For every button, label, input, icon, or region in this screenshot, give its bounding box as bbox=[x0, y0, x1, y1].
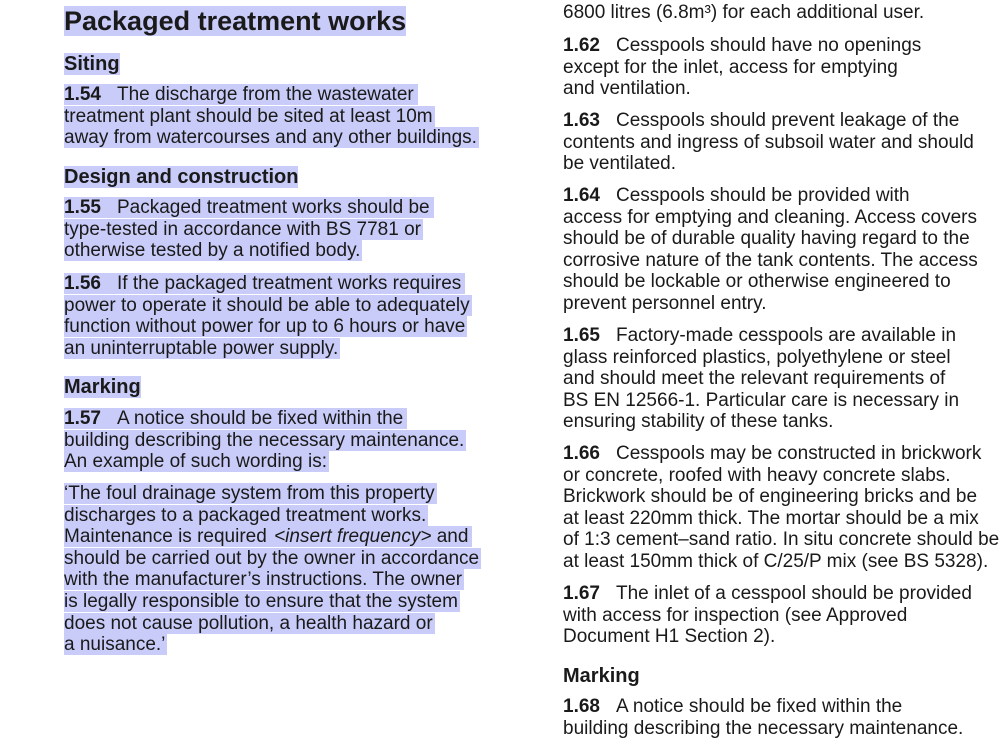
design-heading[interactable]: Design and construction bbox=[64, 166, 299, 188]
example-notice-quote[interactable]: ‘The foul drainage system from this property discharges to a packaged treatment works. Maintenance is required <insert frequency> and should be carried out by the owner in accordance with the manufacturer’s instructions. The owner is legally responsible to ensure that the system does not cause pollution, a health hazard or a nuisance.’ bbox=[64, 483, 480, 656]
marking-heading[interactable]: Marking bbox=[64, 376, 141, 398]
paragraph-1-55[interactable]: 1.55 Packaged treatment works should be type-tested in accordance with BS 7781 or otherwise tested by a notified body. bbox=[64, 197, 434, 262]
paragraph-1-65[interactable]: 1.65 Factory-made cesspools are available in glass reinforced plastics, polyethylene or steel and should meet the relevant requirements of BS EN 12566-1. Particular care is necessary in ensuring stability of these tanks. bbox=[563, 325, 960, 433]
paragraph-1-62[interactable]: 1.62 Cesspools should have no openings except for the inlet, access for emptying and ventilation. bbox=[563, 35, 922, 100]
paragraph-1-64[interactable]: 1.64 Cesspools should be provided with access for emptying and cleaning. Access covers should be of durable quality having regard to the corrosive nature of the tank contents. The access should be lockable or otherwise engineered to prevent personnel entry. bbox=[563, 185, 978, 314]
siting-heading[interactable]: Siting bbox=[64, 53, 120, 75]
paragraph-1-66[interactable]: 1.66 Cesspools may be constructed in brickwork or concrete, roofed with heavy concrete slabs. Brickwork should be of engineering bricks and be at least 220mm thick. The mortar should be a mix of 1:3 cement–sand ratio. In situ concrete should be at least 150mm thick of C/25/P mix (see BS 5328). bbox=[563, 443, 1000, 572]
paragraph-1-57[interactable]: 1.57 A notice should be fixed within the building describing the necessary maintenance. An example of such wording is: bbox=[64, 408, 465, 473]
paragraph-1-56[interactable]: 1.56 If the packaged treatment works requires power to operate it should be able to adequately function without power for up to 6 hours or have an uninterruptable power supply. bbox=[64, 273, 470, 359]
paragraph-1-54[interactable]: 1.54 The discharge from the wastewater treatment plant should be sited at least 10m away from watercourses and any other buildings. bbox=[64, 84, 477, 149]
paragraph-continuation[interactable]: 6800 litres (6.8m³) for each additional user. bbox=[563, 2, 925, 23]
section-title[interactable]: Packaged treatment works bbox=[64, 6, 407, 36]
paragraph-1-63[interactable]: 1.63 Cesspools should prevent leakage of the contents and ingress of subsoil water and should be ventilated. bbox=[563, 110, 974, 175]
paragraph-1-67[interactable]: 1.67 The inlet of a cesspool should be provided with access for inspection (see Approved Document H1 Section 2). bbox=[563, 583, 972, 648]
insert-frequency-placeholder: <insert frequency> bbox=[274, 526, 432, 548]
paragraph-1-68[interactable]: 1.68 A notice should be fixed within the building describing the necessary maintenance. bbox=[563, 696, 964, 739]
right-marking-heading[interactable]: Marking bbox=[563, 665, 640, 687]
